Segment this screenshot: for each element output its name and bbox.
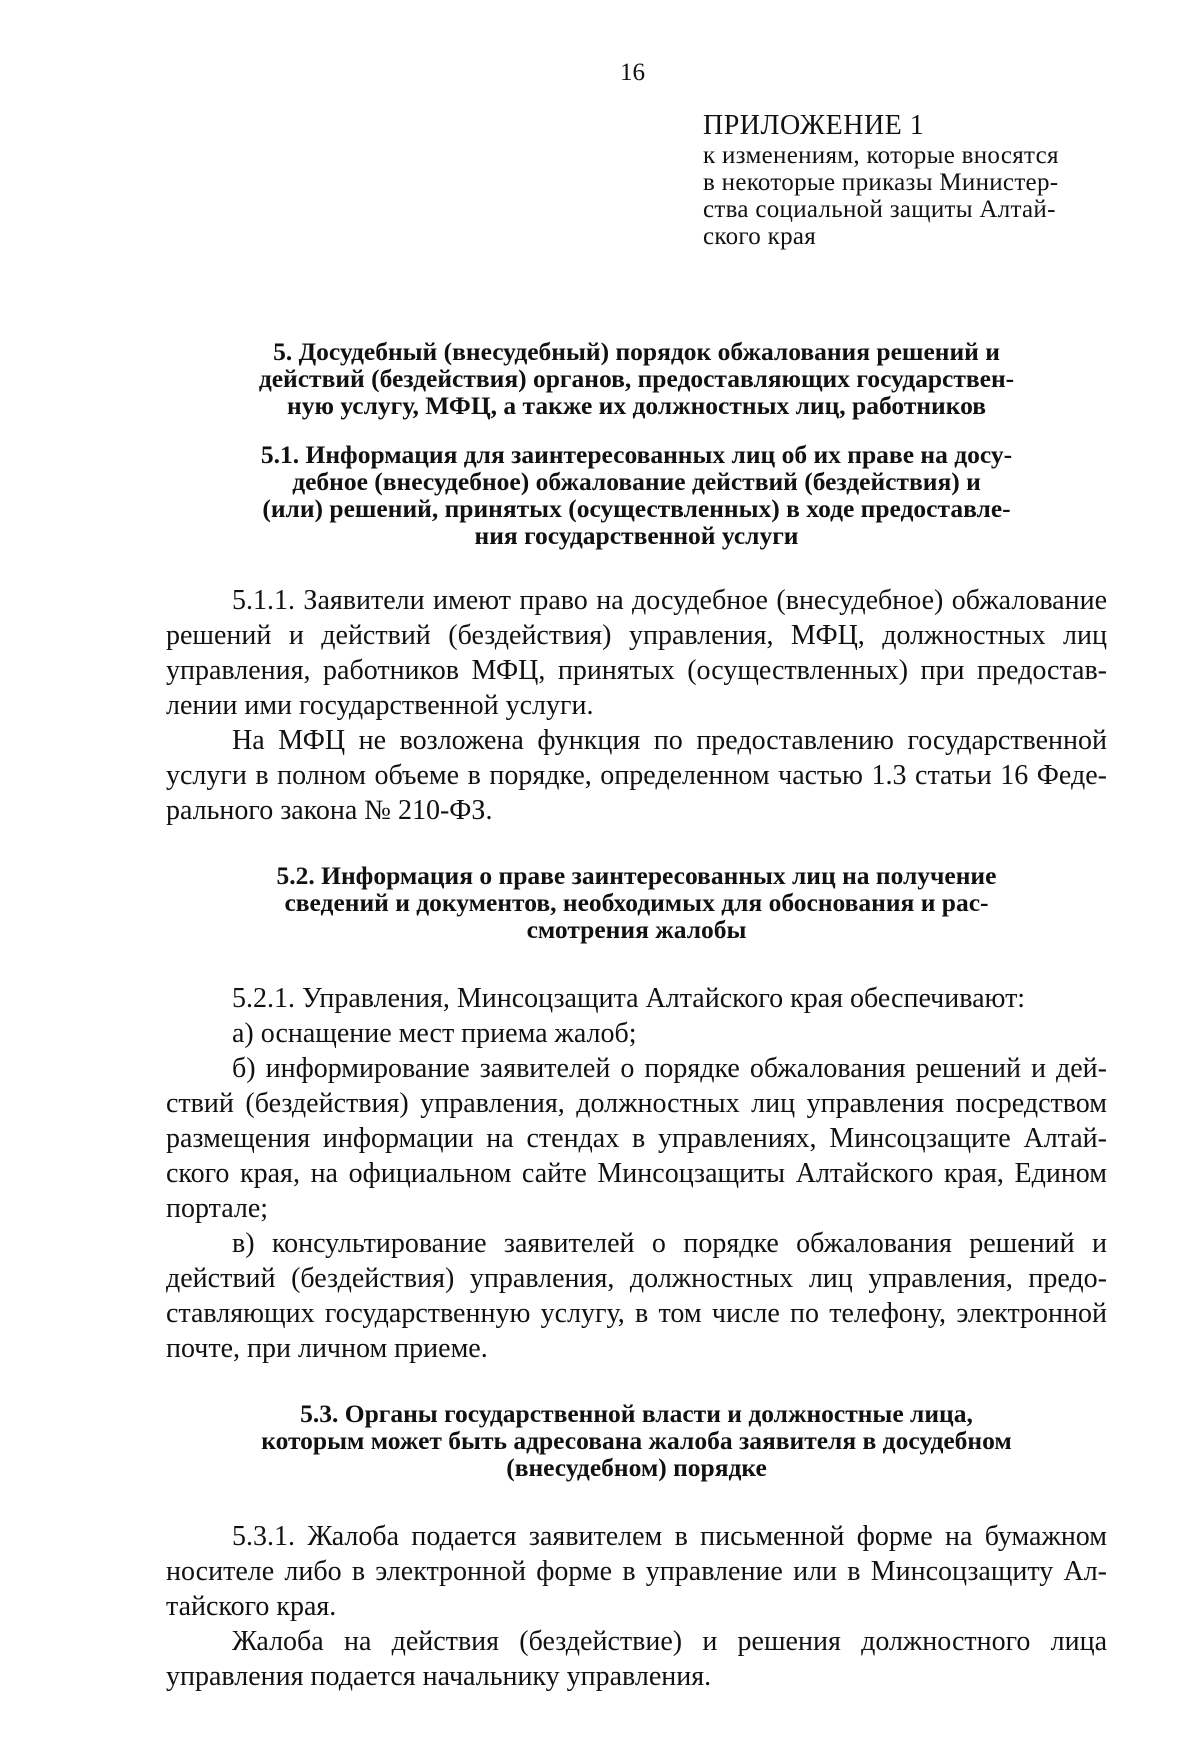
appendix-line: в некоторые приказы Министер- [703,169,1059,196]
spacer [166,1481,1107,1519]
section-5-heading [166,338,1107,419]
heading-line: 5.2. Информация о праве заинтересованных лиц на получение [276,861,997,890]
heading-line: смотрения жалобы [526,915,747,944]
list-item-b: б) информирование заявителей о порядке обжалования решений и действий (бездействия) управления, должностных лиц управления посредством размещения информации на стендах в управлениях, Минсоцзащите Алтайского края, на официальном сайте Минсоцзащиты Алтайского края, Едином портале; [166,1053,1107,1224]
spacer [166,1366,1107,1400]
heading-line: 5.1. Информация для заинтересованных лиц об их праве на досу- [260,440,1013,469]
section-5-3-heading [166,1400,1107,1481]
paragraph-complaint-head: Жалоба на действия (бездействие) и решения должностного лица управления подается начальнику управления. [166,1626,1107,1692]
heading-line: (или) решений, принятых (осуществленных) в ходе предоставле- [262,494,1011,523]
paragraph-5-1-1: 5.1.1. Заявители имеют право на досудебное (внесудебное) обжалование решений и действий (бездействия) управления, МФЦ, должностных лиц управления, работников МФЦ, принятых (осуществленных) при предоставлении ими государственной услуги. [166,585,1107,721]
appendix-line: ского края [703,223,817,250]
heading-line: дебное (внесудебное) обжалование действий (бездействия) и [292,467,981,496]
heading-line: ния государственной услуги [474,521,799,550]
spacer [166,943,1107,981]
heading-line: (внесудебном) порядке [506,1453,767,1482]
paragraph-5-2-1: 5.2.1. Управления, Минсоцзащита Алтайского края обеспечивают: [232,983,1026,1014]
appendix-title: ПРИЛОЖЕНИЕ 1 [703,110,925,141]
page-number: 16 [620,59,645,86]
list-item-a: а) оснащение мест приема жалоб; [232,1018,637,1049]
appendix-block [703,110,1123,250]
spacer [166,419,1107,441]
spacer [166,828,1107,862]
list-item-v: в) консультирование заявителей о порядке обжалования решений и действий (бездействия) управления, должностных лиц управления, предоставляющих государственную услугу, в том числе по телефону, электронной почте, при личном приеме. [166,1228,1107,1364]
heading-line: 5. Досудебный (внесудебный) порядок обжалования решений и [273,337,1000,366]
paragraph-mfc-note: На МФЦ не возложена функция по предоставлению государственной услуги в полном объеме в порядке, определенном частью 1.3 статьи 16 Федерального закона № 210-ФЗ. [166,725,1107,826]
heading-line: которым может быть адресована жалоба заявителя в досудебном [261,1426,1012,1455]
appendix-line: к изменениям, которые вносятся [703,142,1059,169]
heading-line: 5.3. Органы государственной власти и должностные лица, [300,1399,973,1428]
heading-line: действий (бездействия) органов, предоставляющих государствен- [258,364,1015,393]
spacer [166,549,1107,583]
document-body [166,338,1107,1694]
appendix-line: ства социальной защиты Алтай- [703,196,1056,223]
heading-line: сведений и документов, необходимых для обоснования и рас- [284,888,989,917]
section-5-1-heading [166,441,1107,549]
section-5-2-heading [166,862,1107,943]
paragraph-5-3-1: 5.3.1. Жалоба подается заявителем в письменной форме на бумажном носителе либо в электронной форме в управление или в Минсоцзащиту Алтайского края. [166,1521,1107,1622]
heading-line: ную услугу, МФЦ, а также их должностных лиц, работников [287,391,986,420]
